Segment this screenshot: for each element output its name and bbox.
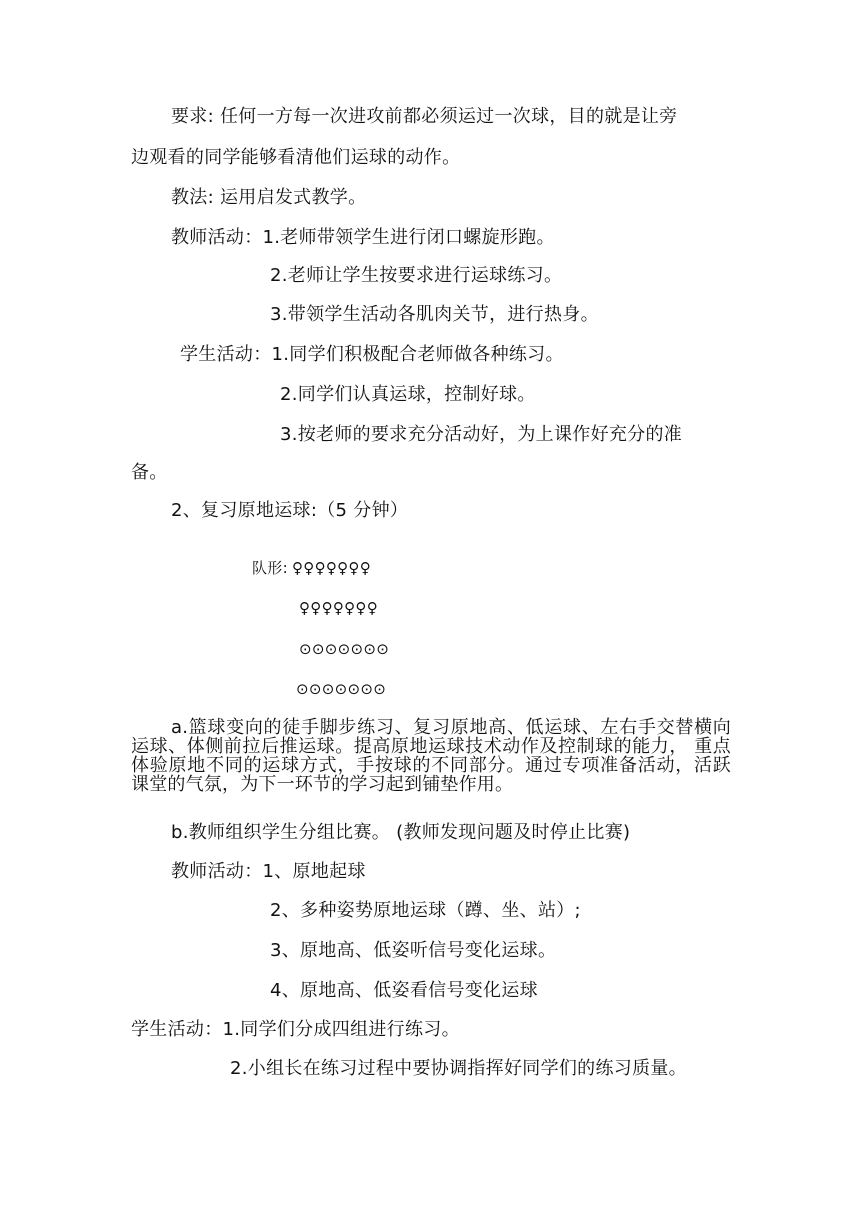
- paragraph-a: a.篮球变向的徒手脚步练习、复习原地高、低运球、左右手交替横向运球、体侧前拉后推运球。提高原地运球技术动作及控制球的能力， 重点体验原地不同的运球方式，手按球的不同部分。通过专项准备活动，活跃课堂的气氛，为下一环节的学习起到铺垫作用。: [131, 717, 731, 795]
- formation-row-ball: ⊙⊙⊙⊙⊙⊙⊙: [296, 680, 387, 698]
- teacher-activity-2-item: 2、多种姿势原地运球（蹲、坐、站）;: [270, 900, 581, 921]
- student-activity-wrap: 备。: [131, 462, 168, 483]
- formation-row-female: ♀♀♀♀♀♀♀: [292, 559, 372, 577]
- teacher-activity-heading: 教师活动：1.老师带领学生进行闭口螺旋形跑。: [171, 227, 555, 248]
- teacher-activity-2-item: 3、原地高、低姿听信号变化运球。: [270, 940, 557, 961]
- teaching-method: 教法: 运用启发式教学。: [171, 187, 367, 208]
- student-activity-2-heading: 学生活动：1.同学们分成四组进行练习。: [131, 1019, 460, 1040]
- teacher-activity-2-heading: 教师活动：1、原地起球: [171, 861, 366, 882]
- formation-row-female: ♀♀♀♀♀♀♀: [299, 599, 379, 617]
- formation-row-ball: ⊙⊙⊙⊙⊙⊙⊙: [299, 640, 390, 658]
- requirement-line-2: 边观看的同学能够看清他们运球的动作。: [131, 147, 461, 168]
- section-2-title: 2、复习原地运球:（5 分钟）: [171, 500, 409, 521]
- student-activity-item: 2.同学们认真运球，控制好球。: [280, 384, 536, 405]
- formation-label: 队形:: [252, 559, 288, 577]
- paragraph-b: b.教师组织学生分组比赛。 (教师发现问题及时停止比赛): [171, 822, 631, 843]
- student-activity-item: 3.按老师的要求充分活动好，为上课作好充分的准: [280, 424, 683, 445]
- teacher-activity-2-item: 4、原地高、低姿看信号变化运球: [270, 980, 538, 1001]
- requirement-line-1: 要求: 任何一方每一次进攻前都必须运过一次球，目的就是让旁: [171, 106, 678, 127]
- student-activity-2-item: 2.小组长在练习过程中要协调指挥好同学们的练习质量。: [230, 1058, 687, 1079]
- teacher-activity-item: 2.老师让学生按要求进行运球练习。: [270, 265, 563, 286]
- student-activity-heading: 学生活动：1.同学们积极配合老师做各种练习。: [180, 344, 564, 365]
- teacher-activity-item: 3.带领学生活动各肌肉关节，进行热身。: [270, 304, 599, 325]
